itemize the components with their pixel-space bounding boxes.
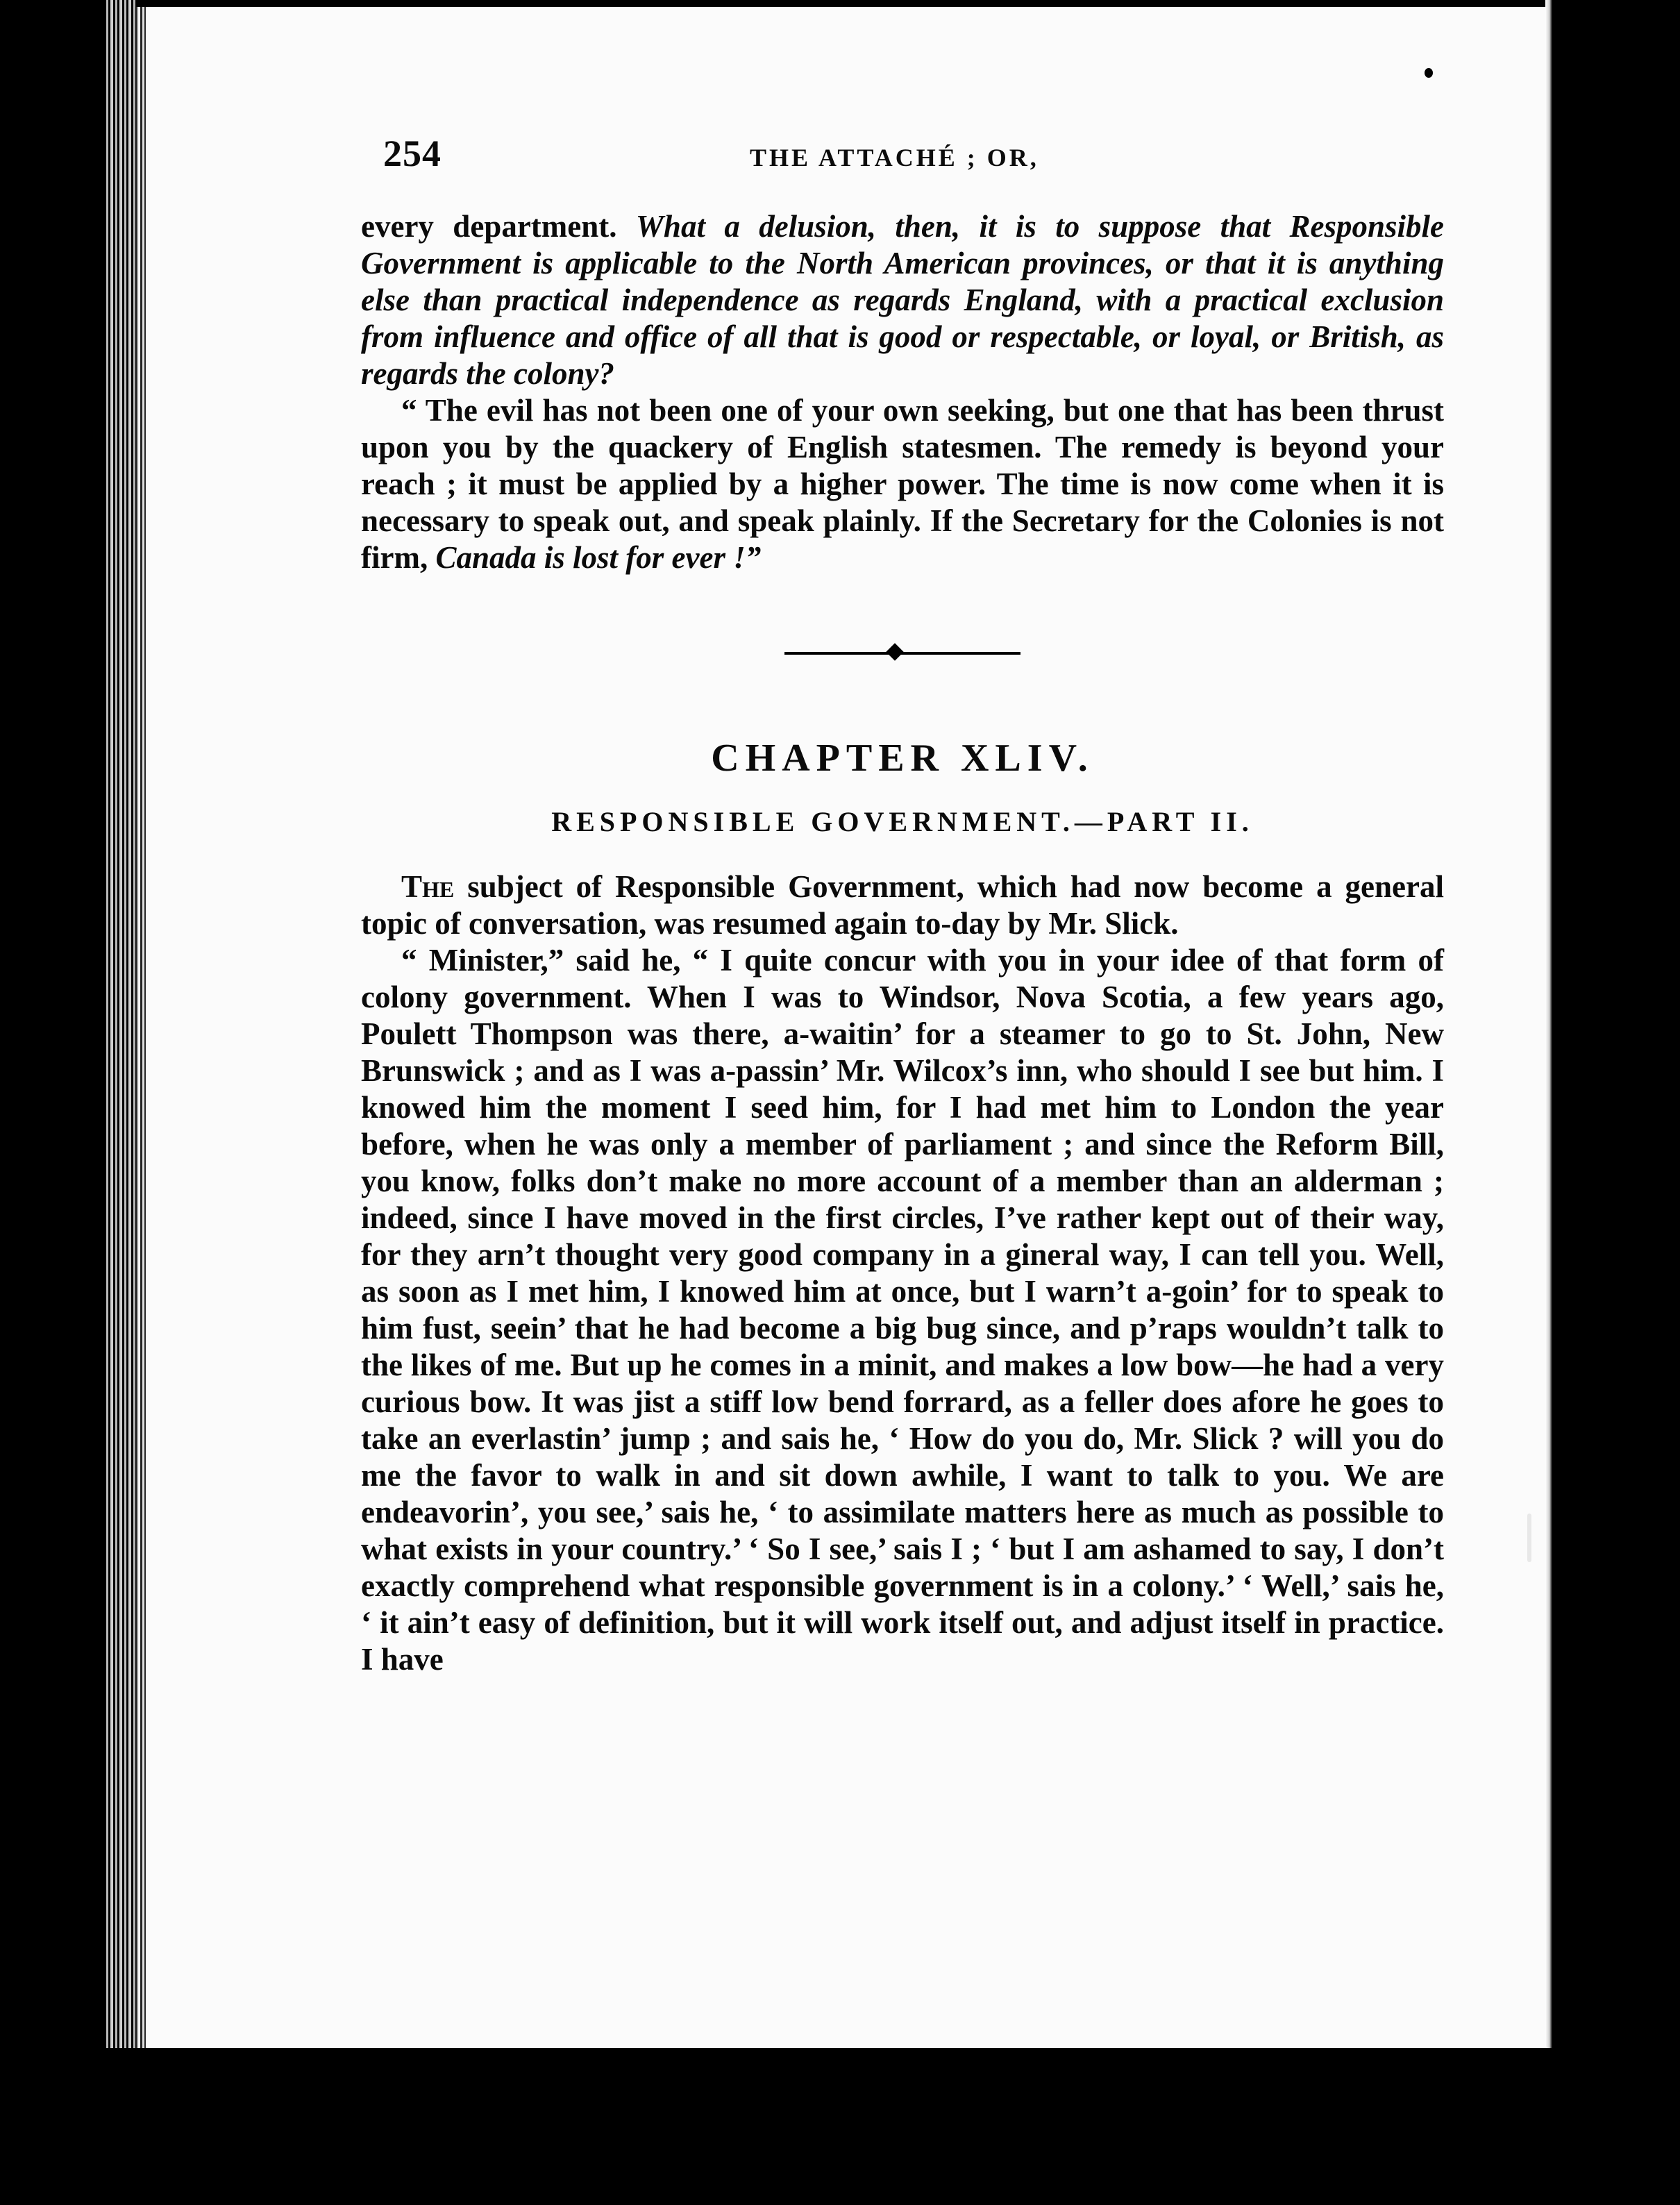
- quote-text: “ The evil has not been one of your own seeking, but one that has been thrust upon you by the quackery of English statesmen. The remedy is beyond your reach ; it must be applied by a higher power. The time is now come when it is necessary to speak out, and speak plainly. If the Secretary for the Colonies is not firm,: [361, 393, 1444, 575]
- continued-italic-text: What a delusion, then, it is to suppose that Responsible Government is applicable to the North American provinces, or that it is anything else than practical independence as regards England, with a practical exclusion from influence and office of all that is good or respectable, or loyal, or British, as regards the colony?: [361, 209, 1445, 391]
- divider-diamond-ornament: [886, 643, 903, 660]
- ink-speck: [1527, 1514, 1531, 1562]
- running-header: [361, 125, 1444, 208]
- book-page: [361, 125, 1444, 1678]
- chapter-title: CHAPTER XLIV.: [711, 737, 1094, 780]
- dialogue-paragraph: “ Minister,” said he, “ I quite concur with you in your idee of that form of colony government. When I was to Windsor, Nova Scotia, a few years ago, Poulett Thompson was there, a-waitin’ for a steamer to go to St. John, New Brunswick ; and as I was a-passin’ Mr. Wilcox’s inn, who should I see but him. I knowed him the moment I seed him, for I had met him to London the year before, when he was only a member of parliament ; and since the Reform Bill, you know, folks don’t make no more account of a member than an alderman ; indeed, since I have moved in the first circles, I’ve rather kept out of their way, for they arn’t thought very good company in a gineral way, I can tell you. Well, as soon as I met him, I knowed him at once, but I warn’t a-goin’ for to speak to him fust, seein’ that he had become a big bug since, and p’raps wouldn’t talk to the likes of me. But up he comes in a minit, and makes a low bow—he had a very curious bow. It was jist a stiff low bend forrard, as a feller does afore he goes to take an everlastin’ jump ; and sais he, ‘ How do you do, Mr. Slick ? will you do me the favor to walk in and sit down awhile, I want to talk to you. We are endeavorin’, you see,’ sais he, ‘ to assimilate matters here as much as possible to what exists in your country.’ ‘ So I see,’ sais I ; ‘ but I am ashamed to say, I don’t exactly comprehend what responsible government is in a colony.’ ‘ Well,’ sais he, ‘ it ain’t easy of definition, but it will work itself out, and adjust itself in practice. I have: [361, 943, 1444, 1677]
- quote-paragraph: [361, 392, 1444, 576]
- running-title: THE ATTACHÉ ; OR,: [750, 144, 1039, 171]
- scan-border-right: [1555, 0, 1680, 2205]
- section-divider: [784, 646, 1020, 660]
- page-number: 254: [383, 133, 442, 174]
- scan-border-bottom: [0, 2048, 1680, 2205]
- quote-italic-end: Canada is lost for ever !”: [435, 540, 762, 575]
- ink-speck: [1425, 68, 1433, 78]
- chapter-subtitle: RESPONSIBLE GOVERNMENT.—PART II.: [551, 806, 1254, 837]
- continued-lead-text: every department.: [361, 209, 617, 244]
- opening-small-caps: The: [401, 869, 455, 904]
- scan-binding-stripes: [104, 0, 146, 2205]
- scan-top-edge: [136, 0, 1545, 7]
- continued-paragraph: [361, 208, 1444, 392]
- opening-text: subject of Responsible Government, which had now become a general topic of conversation, was resumed again to-day by Mr. Slick.: [361, 869, 1444, 941]
- chapter-opening-paragraph: [361, 869, 1444, 942]
- scan-page-edge-right: [1545, 0, 1555, 2205]
